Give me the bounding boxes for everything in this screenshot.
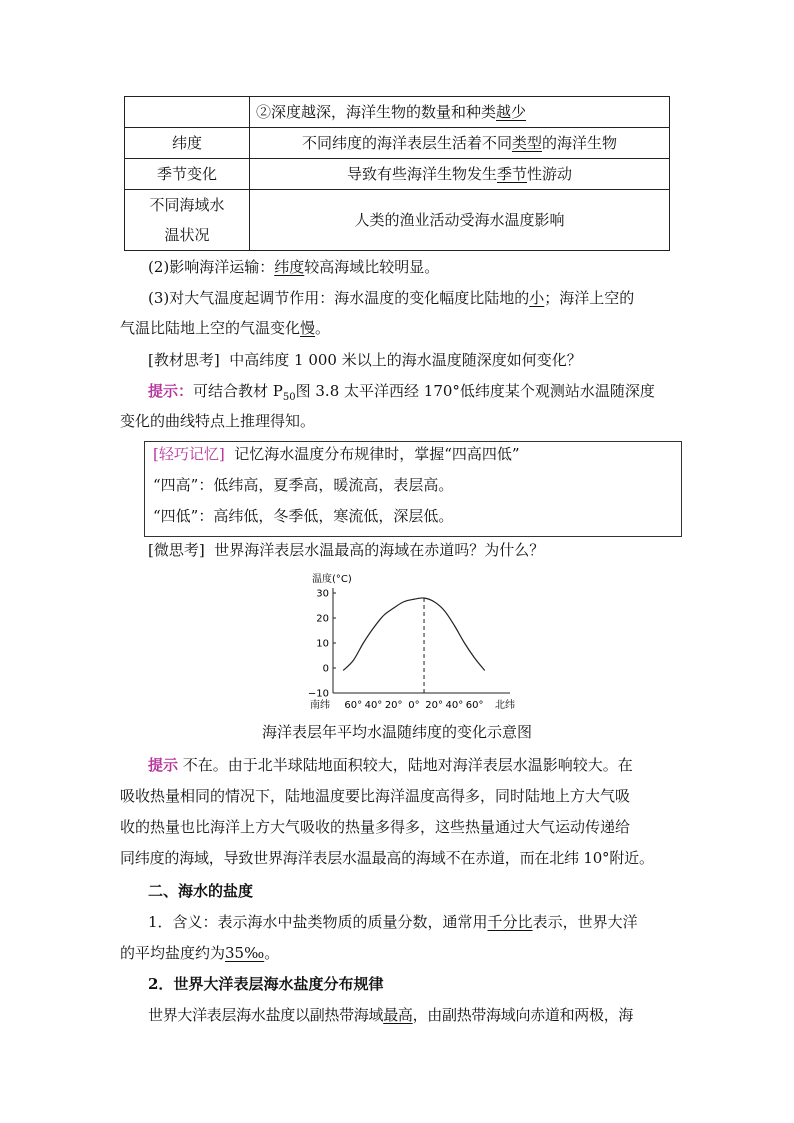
x-tick-label: 20°: [425, 700, 444, 711]
hint-2-line-1: 提示 不在。由于北半球陆地面积较大，陆地对海洋表层水温影响较大。在: [148, 756, 633, 774]
tag: [教材思考]: [148, 351, 220, 369]
x-tick-label: 60°: [344, 700, 363, 711]
memo-high: “四高”：低纬高，夏季高，暖流高，表层高。: [153, 476, 454, 494]
memory-tip-box: [144, 441, 682, 537]
ocean-factors-table: [124, 96, 670, 251]
hint-label: 提示: [148, 756, 179, 774]
table-cell-label: 季节变化: [125, 159, 250, 190]
table-cell-text: 不同纬度的海洋表层生活着不同类型的海洋生物: [250, 128, 670, 159]
hint-2-line-2: 吸收热量相同的情况下，陆地温度要比海洋温度高得多，同时陆地上方大气吸: [120, 787, 631, 805]
table-cell-text: 人类的渔业活动受海水温度影响: [250, 190, 670, 251]
table-cell-text: ②深度越深，海洋生物的数量和种类越少: [250, 97, 670, 128]
hint-2-line-4: 同纬度的海域，导致世界海洋表层水温最高的海域不在赤道，而在北纬 10°附近。: [120, 849, 654, 867]
memo-title: [轻巧记忆] 记忆海水温度分布规律时，掌握“四高四低”: [153, 445, 520, 463]
x-tick-label: 20°: [384, 700, 403, 711]
y-tick-label: 20: [316, 613, 329, 625]
table-cell-label: 不同海域水温状况: [125, 190, 250, 251]
micro-question: [微思考] 世界海洋表层水温最高的海域在赤道吗？为什么？: [148, 541, 545, 559]
temperature-curve: [343, 598, 485, 671]
table-row: [125, 97, 670, 128]
section-heading: 二、海水的盐度: [148, 882, 254, 900]
hint-label: 提示：: [148, 382, 194, 400]
table-cell-label: 纬度: [125, 128, 250, 159]
law-heading: 2．世界大洋表层海水盐度分布规律: [148, 975, 384, 993]
chart-xlabel-right: 北纬: [495, 700, 515, 711]
table-row: [125, 190, 670, 251]
chart-caption: 海洋表层年平均水温随纬度的变化示意图: [261, 723, 532, 741]
x-tick-label: 60°: [465, 700, 484, 711]
y-tick-label: −10: [307, 688, 329, 700]
textbook-question: [教材思考] 中高纬度 1 000 米以上的海水温度随深度如何变化？: [148, 351, 582, 369]
definition-line-1: 1．含义：表示海水中盐类物质的质量分数，通常用千分比表示，世界大洋: [148, 913, 638, 931]
hint-2-line-3: 收的热量也比海洋上方大气吸收的热量多得多，这些热量通过大气运动传递给: [120, 818, 631, 836]
table-cell-text: 导致有些海洋生物发生季节性游动: [250, 159, 670, 190]
x-tick-label: 0°: [408, 700, 420, 711]
item-3-line-2: 气温比陆地上空的气温变化慢。: [120, 319, 331, 337]
sst-latitude-chart: [296, 568, 536, 714]
memo-low: “四低”：高纬低，冬季低，寒流低，深层低。: [153, 507, 454, 525]
hint-1-line-2: 变化的曲线特点上推理得知。: [120, 412, 316, 430]
memo-tag: [轻巧记忆]: [153, 445, 225, 463]
table-row: [125, 159, 670, 190]
x-tick-label: 40°: [445, 700, 464, 711]
table-cell-label: [125, 97, 250, 128]
item-3-line-1: (3)对大气温度起调节作用：海水温度的变化幅度比陆地的小；海洋上空的: [148, 289, 635, 307]
definition-line-2: 的平均盐度约为35‰。: [120, 944, 280, 962]
y-tick-label: 10: [316, 638, 329, 650]
x-tick-label: 40°: [364, 700, 383, 711]
table-row: [125, 128, 670, 159]
chart-xlabel-left: 南纬: [310, 700, 330, 711]
hint-1-line-1: 提示：可结合教材 $P_{50}$图 3.8 太平洋西经 170°低纬度某个观测站水温随深度: [148, 382, 655, 403]
item-2-line: (2)影响海洋运输：纬度较高海域比较明显。: [148, 258, 440, 276]
chart-ylabel: 温度(°C): [312, 574, 352, 585]
tag: [微思考]: [148, 541, 205, 559]
y-tick-label: 30: [316, 588, 329, 600]
y-tick-label: 0: [322, 663, 329, 675]
law-text-line: 世界大洋表层海水盐度以副热带海域最高，由副热带海域向赤道和两极，海: [148, 1006, 634, 1024]
